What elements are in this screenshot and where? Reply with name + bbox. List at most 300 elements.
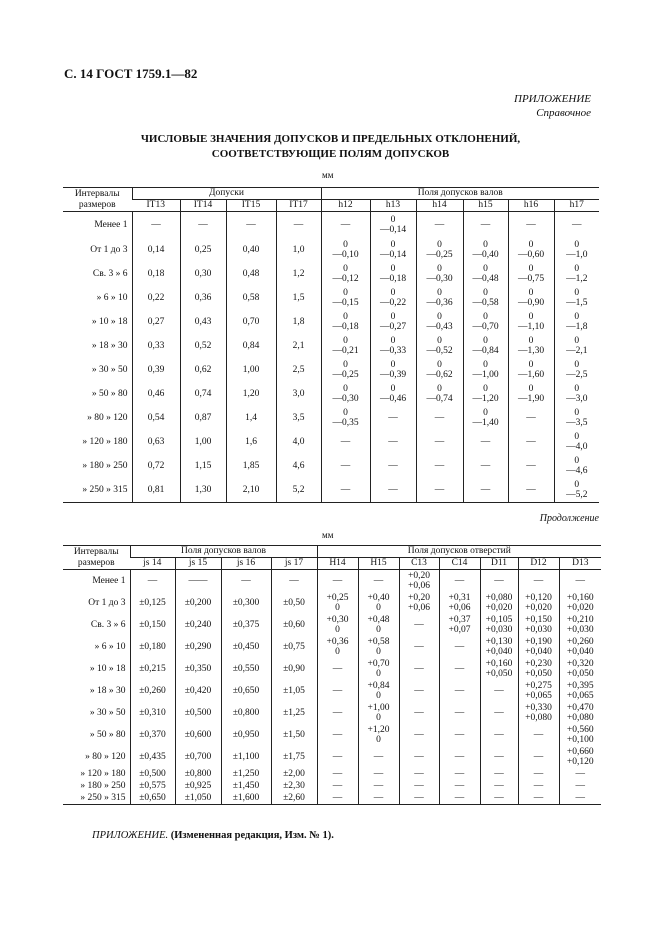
cell-value: —0,84: [472, 346, 499, 356]
cell-value: 0: [376, 735, 381, 745]
table-cell: [554, 334, 599, 358]
table-cell: [439, 570, 480, 593]
cell-value: +0,100: [566, 735, 594, 745]
cell-value: —0,18: [332, 322, 359, 332]
cell-value: —: [293, 220, 304, 230]
cell-value: ±1,050: [184, 793, 212, 803]
cell-value: +0,020: [485, 603, 513, 613]
cell-value: —: [454, 752, 465, 762]
cell-value: +0,040: [566, 647, 594, 657]
table-cell: [221, 592, 271, 614]
cell-value: ±0,420: [184, 686, 212, 696]
table-cell: [358, 570, 399, 593]
table-cell: [508, 454, 554, 478]
table-row: [63, 262, 599, 286]
table-cell: [370, 238, 416, 262]
cell-value: —0,43: [426, 322, 453, 332]
cell-value: +0,30: [326, 615, 349, 625]
cell-value: 0: [437, 288, 442, 298]
table-cell: [175, 746, 221, 768]
cell-value: —: [414, 620, 424, 630]
cell-value: 0: [437, 384, 442, 394]
table-cell: [358, 746, 399, 768]
cell-value: 1,0: [292, 245, 305, 255]
cell-value: ±0,950: [232, 730, 260, 740]
column-header-h15: H15: [358, 558, 399, 570]
table-cell: [271, 746, 317, 768]
cell-value: —1,20: [472, 394, 499, 404]
cell-value: —0,90: [517, 298, 545, 308]
table-cell: [317, 768, 358, 780]
cell-value: —: [575, 793, 586, 803]
table-cell: [317, 724, 358, 746]
cell-value: —1,10: [517, 322, 545, 332]
cell-value: 0: [574, 456, 580, 466]
table-cell: [276, 382, 321, 406]
cell-value: 0: [343, 240, 348, 250]
row-label: » 10 » 18: [89, 664, 126, 674]
cell-value: 1,6: [245, 437, 257, 447]
table-cell: [175, 768, 221, 780]
cell-value: —: [494, 781, 504, 791]
cell-value: —: [388, 413, 398, 423]
cell-value: 1,00: [194, 437, 212, 447]
cell-value: —: [454, 686, 465, 696]
table-cell: [508, 382, 554, 406]
table-cell: [416, 286, 463, 310]
cell-value: +0,120: [525, 593, 552, 603]
table-cell: [317, 658, 358, 680]
cell-value: 0,22: [147, 293, 165, 303]
cell-value: 1,00: [242, 365, 260, 375]
cell-value: 0: [574, 264, 580, 274]
cell-value: 0: [343, 384, 348, 394]
cell-value: —: [494, 793, 504, 803]
cell-value: —0,52: [426, 346, 453, 356]
cell-value: —0,60: [517, 250, 545, 260]
cell-value: 0: [376, 713, 381, 723]
table-cell: [175, 792, 221, 805]
table-cell: [358, 592, 399, 614]
table-cell: [399, 780, 439, 792]
cell-value: +0,150: [525, 615, 552, 625]
table-cell: [463, 286, 508, 310]
cell-value: —0,62: [426, 370, 453, 380]
table-row: [63, 286, 599, 310]
table-cell: [317, 592, 358, 614]
cell-value: —1,90: [517, 394, 545, 404]
cell-value: —: [147, 576, 158, 586]
cell-value: —0,15: [332, 298, 359, 308]
cell-value: ±0,500: [184, 708, 212, 718]
column-header-js-17: js 17: [271, 558, 317, 570]
cell-value: ±0,125: [139, 598, 166, 608]
cell-value: 1,85: [242, 461, 260, 471]
table-cell: [221, 768, 271, 780]
cell-value: 0: [335, 625, 340, 635]
title-line-2: СООТВЕТСТВУЮЩИЕ ПОЛЯМ ДОПУСКОВ: [211, 148, 450, 160]
cell-value: ±1,100: [232, 752, 260, 762]
table-cell: [321, 334, 370, 358]
table-cell: [508, 212, 554, 239]
table-cell: [317, 780, 358, 792]
cell-value: +0,48: [367, 615, 390, 625]
appendix-note: Справочное: [536, 107, 591, 119]
row-label: » 250 » 315: [63, 792, 130, 805]
cell-value: 0,14: [147, 245, 165, 255]
cell-value: 0: [343, 360, 348, 370]
row-label: » 120 » 180: [82, 437, 128, 447]
table-cell: [439, 768, 480, 780]
table-cell: [399, 680, 439, 702]
cell-value: 0,30: [194, 269, 212, 279]
table-row: [63, 724, 601, 746]
table-cell: [358, 768, 399, 780]
column-header-h15: h15: [463, 200, 508, 212]
cell-value: —: [454, 708, 465, 718]
table-cell: [321, 238, 370, 262]
cell-value: —: [373, 793, 384, 803]
table-cell: [271, 570, 317, 593]
cell-value: ±2,60: [283, 793, 305, 803]
cell-value: +0,260: [566, 637, 594, 647]
cell-value: ±0,260: [139, 686, 166, 696]
cell-value: 0: [390, 360, 396, 370]
group-header-tolerances: Допуски: [132, 188, 321, 200]
row-label: Св. 3 » 6: [90, 620, 126, 630]
table-cell: [370, 406, 416, 430]
column-header-h17: h17: [554, 200, 599, 212]
unit-label-1: мм: [322, 170, 334, 180]
table-cell: [321, 382, 370, 406]
cell-value: 0,39: [147, 365, 165, 375]
cell-value: +0,06: [448, 603, 471, 613]
column-header-it14: IT14: [180, 200, 226, 212]
table-cell: [180, 238, 226, 262]
cell-value: ±0,450: [232, 642, 260, 652]
tolerance-table-2: [63, 545, 601, 805]
table-row: [63, 768, 601, 780]
table-cell: [399, 614, 439, 636]
table-cell: [276, 310, 321, 334]
cell-value: 0: [335, 603, 340, 613]
cell-value: +0,120: [566, 757, 594, 767]
cell-value: +0,210: [566, 615, 594, 625]
table-cell: [399, 592, 439, 614]
table-cell: [271, 592, 317, 614]
table-cell: [358, 680, 399, 702]
cell-value: —: [332, 781, 343, 791]
cell-value: 0: [437, 360, 442, 370]
table-cell: [276, 212, 321, 239]
cell-value: 0: [483, 240, 488, 250]
cell-value: 0: [390, 384, 396, 394]
table-cell: [439, 592, 480, 614]
table-cell: [439, 614, 480, 636]
cell-value: —: [198, 220, 208, 230]
cell-value: 1,20: [242, 389, 260, 399]
cell-value: —: [480, 461, 491, 471]
table-row: [63, 592, 601, 614]
table-row: [63, 478, 599, 503]
cell-value: ±0,60: [283, 620, 305, 630]
table-cell: [321, 212, 370, 239]
table-cell: [518, 780, 559, 792]
row-label: » 30 » 50: [91, 365, 128, 375]
table-cell: [175, 680, 221, 702]
cell-value: +1,20: [367, 725, 390, 735]
cell-value: 0: [528, 288, 534, 298]
cell-value: —0,40: [472, 250, 499, 260]
cell-value: +0,330: [525, 703, 552, 713]
table-cell: [559, 746, 601, 768]
cell-value: 0: [437, 336, 442, 346]
cell-value: ±0,925: [184, 781, 212, 791]
table-cell: [130, 570, 175, 593]
cell-value: —: [494, 752, 504, 762]
cell-value: +0,065: [566, 691, 594, 701]
cell-value: —0,30: [426, 274, 453, 284]
cell-value: +0,06: [408, 603, 430, 613]
cell-value: 0: [376, 691, 381, 701]
tolerance-table-1: [63, 187, 599, 503]
table-cell: [554, 478, 599, 503]
cell-value: —1,0: [566, 250, 588, 260]
table-cell: [226, 430, 276, 454]
interval-header: [63, 188, 132, 212]
cell-value: 0: [528, 312, 534, 322]
table-cell: [416, 382, 463, 406]
table-cell: [559, 680, 601, 702]
cell-value: —: [533, 781, 544, 791]
cell-value: —: [388, 461, 398, 471]
cell-value: 0: [390, 264, 396, 274]
table-cell: [463, 262, 508, 286]
table-cell: [175, 592, 221, 614]
table-cell: [370, 382, 416, 406]
cell-value: +0,160: [485, 659, 513, 669]
cell-value: 0: [343, 336, 348, 346]
cell-value: —0,48: [472, 274, 499, 284]
cell-value: —: [480, 220, 491, 230]
table-cell: [518, 592, 559, 614]
table-cell: [221, 792, 271, 805]
cell-value: +0,080: [566, 713, 594, 723]
table-cell: [399, 702, 439, 724]
cell-value: 0: [528, 360, 534, 370]
interval-header-2-line-2: размеров: [77, 557, 115, 568]
table-cell: [226, 262, 276, 286]
table-cell: [276, 286, 321, 310]
table-cell: [439, 658, 480, 680]
cell-value: 3,0: [292, 389, 305, 399]
table-cell: [554, 430, 599, 454]
table-cell: [226, 406, 276, 430]
cell-value: 2,5: [292, 365, 305, 375]
table-cell: [399, 768, 439, 780]
table-cell: [271, 724, 317, 746]
table-cell: [370, 478, 416, 503]
cell-value: —: [494, 576, 504, 586]
cell-value: 0,27: [147, 317, 165, 327]
cell-value: —: [414, 781, 424, 791]
table-cell: [480, 570, 518, 593]
table-row: [63, 454, 599, 478]
cell-value: 0: [390, 240, 396, 250]
table-cell: [480, 724, 518, 746]
cell-value: —3,0: [566, 394, 588, 404]
cell-value: —0,33: [379, 346, 407, 356]
page-header: С. 14 ГОСТ 1759.1—82: [64, 66, 198, 81]
table-cell: [180, 358, 226, 382]
cell-value: 0: [574, 336, 580, 346]
cell-value: —: [332, 769, 343, 779]
cell-value: 0,40: [242, 245, 260, 255]
cell-value: 0: [483, 288, 488, 298]
table-cell: [226, 238, 276, 262]
table-cell: [271, 680, 317, 702]
cell-value: —: [575, 769, 586, 779]
table-row: [63, 780, 601, 792]
cell-value: —0,35: [332, 418, 359, 428]
cell-value: 0,74: [194, 389, 212, 399]
cell-value: 0,58: [242, 293, 260, 303]
cell-value: —: [340, 461, 351, 471]
cell-value: —: [454, 664, 465, 674]
cell-value: +0,84: [367, 681, 390, 691]
cell-value: —: [526, 437, 536, 447]
cell-value: —0,75: [517, 274, 545, 284]
cell-value: —3,5: [566, 418, 588, 428]
footnote-bold: (Измененная редакция, Изм. № 1).: [170, 830, 334, 841]
cell-value: +0,030: [485, 625, 513, 635]
cell-value: 0: [343, 312, 348, 322]
row-label: От 1 до 3: [90, 245, 128, 255]
table-cell: [226, 454, 276, 478]
table-cell: [480, 592, 518, 614]
cell-value: —: [434, 485, 445, 495]
row-label: Менее 1: [92, 576, 126, 586]
cell-value: —: [388, 437, 398, 447]
table-row: [63, 658, 601, 680]
cell-value: ±0,90: [283, 664, 305, 674]
cell-value: 0,70: [242, 317, 260, 327]
table-cell: [554, 382, 599, 406]
cell-value: ±0,550: [232, 664, 260, 674]
table-cell: [132, 310, 180, 334]
cell-value: —0,18: [379, 274, 407, 284]
cell-value: ±0,375: [232, 620, 260, 630]
table-cell: [317, 570, 358, 593]
column-header-c13: C13: [399, 558, 439, 570]
cell-value: —: [454, 642, 465, 652]
cell-value: ±0,800: [184, 769, 212, 779]
table-cell: [180, 406, 226, 430]
cell-value: +0,030: [566, 625, 594, 635]
cell-value: —: [434, 220, 445, 230]
table-cell: [321, 430, 370, 454]
table-row: [63, 238, 599, 262]
table-cell: [175, 658, 221, 680]
cell-value: ±0,700: [184, 752, 212, 762]
row-label: » 18 » 30: [89, 686, 126, 696]
cell-value: +0,030: [525, 625, 552, 635]
table-cell: [226, 286, 276, 310]
cell-value: 1,4: [245, 413, 257, 423]
cell-value: —: [373, 769, 384, 779]
table-cell: [399, 636, 439, 658]
table-cell: [132, 454, 180, 478]
table-cell: [370, 286, 416, 310]
cell-value: +0,20: [408, 593, 430, 603]
table-cell: [276, 430, 321, 454]
cell-value: —: [332, 793, 343, 803]
table-cell: [358, 792, 399, 805]
cell-value: 0: [343, 408, 348, 418]
cell-value: —: [151, 220, 161, 230]
table-cell: [508, 478, 554, 503]
table-cell: [416, 238, 463, 262]
table-cell: [463, 310, 508, 334]
table-cell: [399, 746, 439, 768]
table-cell: [463, 382, 508, 406]
column-header-h13: h13: [370, 200, 416, 212]
table-cell: [480, 702, 518, 724]
table-cell: [399, 724, 439, 746]
table-cell: [130, 658, 175, 680]
table-cell: [508, 310, 554, 334]
column-header-h16: h16: [508, 200, 554, 212]
cell-value: +0,58: [367, 637, 390, 647]
cell-value: 0: [390, 288, 396, 298]
cell-value: —: [533, 576, 544, 586]
cell-value: 4,0: [292, 437, 305, 447]
table-cell: [559, 780, 601, 792]
table-cell: [439, 636, 480, 658]
table-cell: [508, 262, 554, 286]
table-cell: [175, 614, 221, 636]
table-cell: [416, 334, 463, 358]
column-header-it13: IT13: [132, 200, 180, 212]
interval-header-line-1: Интервалы: [74, 188, 120, 199]
table-cell: [226, 382, 276, 406]
cell-value: —: [332, 664, 343, 674]
table-row: [63, 792, 601, 805]
cell-value: 0: [376, 669, 381, 679]
table-cell: [276, 454, 321, 478]
table-cell: [180, 430, 226, 454]
table-cell: [480, 792, 518, 805]
table-cell: [175, 636, 221, 658]
cell-value: —: [332, 576, 343, 586]
cell-value: —0,70: [472, 322, 499, 332]
cell-value: —: [289, 576, 299, 586]
cell-value: —: [533, 769, 544, 779]
table-cell: [463, 238, 508, 262]
table-cell: [559, 724, 601, 746]
cell-value: 1,5: [292, 293, 305, 303]
cell-value: ±0,200: [184, 598, 212, 608]
cell-value: —0,12: [332, 274, 359, 284]
table-cell: [518, 792, 559, 805]
cell-value: 0,52: [194, 341, 212, 351]
cell-value: 0: [574, 408, 580, 418]
cell-value: 0,36: [194, 293, 212, 303]
table-cell: [130, 680, 175, 702]
table-cell: [554, 212, 599, 239]
column-header-h14: H14: [317, 558, 358, 570]
table-cell: [480, 680, 518, 702]
